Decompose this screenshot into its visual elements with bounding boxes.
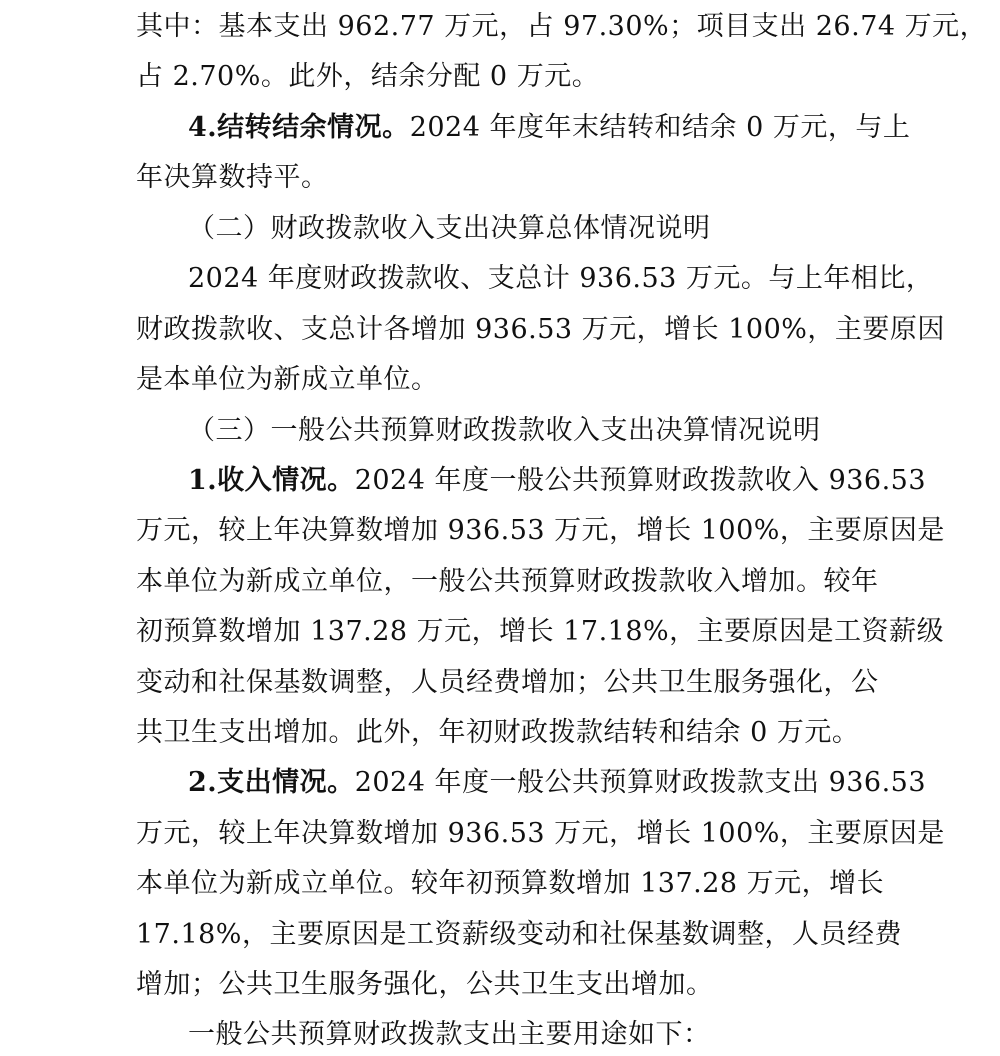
paragraph-line: 2.支出情况。2024 年度一般公共预算财政拨款支出 936.53 [188, 767, 927, 798]
paragraph-line: 初预算数增加 137.28 万元，增长 17.18%，主要原因是工资薪级 [136, 616, 945, 647]
paragraph-line: 17.18%，主要原因是工资薪级变动和社保基数调整，人员经费 [136, 919, 902, 950]
paragraph-line: 财政拨款收、支总计各增加 936.53 万元，增长 100%，主要原因 [136, 314, 945, 345]
paragraph-line: 本单位为新成立单位，一般公共预算财政拨款收入增加。较年 [136, 566, 879, 597]
paragraph-line: 一般公共预算财政拨款支出主要用途如下： [188, 1019, 711, 1050]
paragraph-line: 增加；公共卫生服务强化，公共卫生支出增加。 [136, 969, 714, 1000]
section-heading: （二）财政拨款收入支出决算总体情况说明 [188, 213, 711, 244]
section-label: 2.支出情况。 [188, 767, 355, 798]
paragraph-line: 万元，较上年决算数增加 936.53 万元，增长 100%，主要原因是 [136, 515, 945, 546]
paragraph-line: 年决算数持平。 [136, 162, 329, 193]
paragraph-line: 2024 年度财政拨款收、支总计 936.53 万元。与上年相比， [188, 263, 934, 294]
paragraph-line: 其中：基本支出 962.77 万元，占 97.30%；项目支出 26.74 万元， [136, 11, 988, 42]
paragraph-line: 本单位为新成立单位。较年初预算数增加 137.28 万元，增长 [136, 868, 885, 899]
paragraph-line: 共卫生支出增加。此外，年初财政拨款结转和结余 0 万元。 [136, 717, 860, 748]
paragraph-line: 变动和社保基数调整，人员经费增加；公共卫生服务强化，公 [136, 667, 879, 698]
section-heading: （三）一般公共预算财政拨款收入支出决算情况说明 [188, 415, 821, 446]
section-label: 1.收入情况。 [188, 465, 355, 496]
section-label: 4.结转结余情况。 [188, 112, 410, 143]
paragraph-line: 占 2.70%。此外，结余分配 0 万元。 [136, 61, 600, 92]
paragraph-line: 是本单位为新成立单位。 [136, 364, 439, 395]
paragraph-line: 4.结转结余情况。2024 年度年末结转和结余 0 万元，与上 [188, 112, 911, 143]
paragraph-line: 万元，较上年决算数增加 936.53 万元，增长 100%，主要原因是 [136, 818, 945, 849]
paragraph-line: 1.收入情况。2024 年度一般公共预算财政拨款收入 936.53 [188, 465, 927, 496]
